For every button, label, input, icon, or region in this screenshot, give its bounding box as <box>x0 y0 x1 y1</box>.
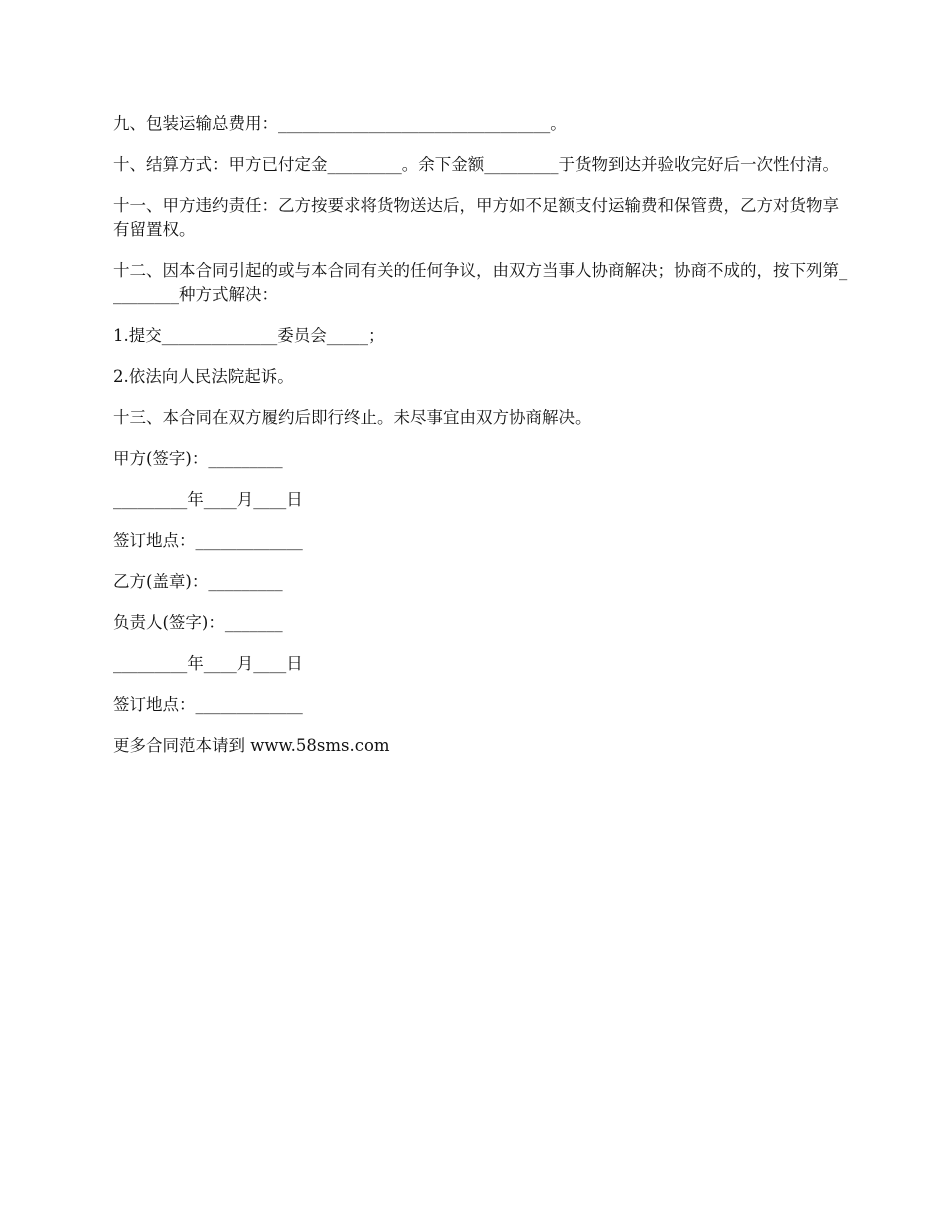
clause-9-packaging-transport-cost: 九、包装运输总费用：_________________________________。 <box>113 114 567 133</box>
footer-website-note: 更多合同范本请到 www.58sms.com <box>113 736 390 755</box>
clause-11-party-a-breach: 十一、甲方违约责任：乙方按要求将货物送达后，甲方如不足额支付运输费和保管费，乙方对货物享有留置权。 <box>113 196 839 239</box>
dispute-option-2: 2.依法向人民法院起诉。 <box>113 367 294 386</box>
dispute-option-1: 1.提交______________委员会_____； <box>113 326 385 345</box>
party-a-date-line: _________年____月____日 <box>113 490 303 509</box>
party-a-signature-line: 甲方(签字)：_________ <box>113 449 283 468</box>
clause-13-termination: 十三、本合同在双方履约后即行终止。未尽事宜由双方协商解决。 <box>113 408 592 427</box>
party-a-signing-place: 签订地点：_____________ <box>113 531 303 550</box>
responsible-person-signature-line: 负责人(签字)：_______ <box>113 613 283 632</box>
party-b-signing-place: 签订地点：_____________ <box>113 695 303 714</box>
clause-12-dispute-resolution: 十二、因本合同引起的或与本合同有关的任何争议，由双方当事人协商解决；协商不成的，按下列第_________种方式解决： <box>113 261 848 304</box>
document-body <box>113 112 853 775</box>
party-b-seal-line: 乙方(盖章)：_________ <box>113 572 283 591</box>
party-b-date-line: _________年____月____日 <box>113 654 303 673</box>
clause-10-settlement-method: 十、结算方式：甲方已付定金_________。余下金额_________于货物到达并验收完好后一次性付清。 <box>113 155 839 174</box>
